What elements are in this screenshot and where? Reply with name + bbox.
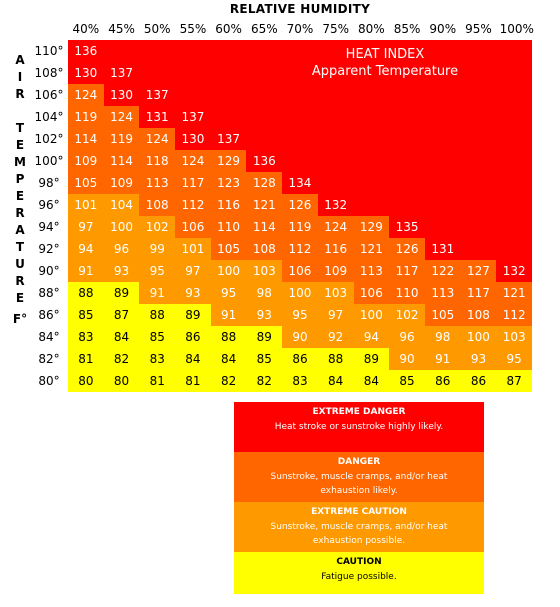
heat-index-cell: 93 [175,282,211,304]
heat-index-cell: 100 [354,304,390,326]
heat-index-cell: 97 [175,260,211,282]
heat-index-cell: 114 [68,128,104,150]
heat-index-cell: 88 [318,348,354,370]
column-header: 60% [215,22,242,36]
heat-index-cell: 109 [104,172,140,194]
heat-index-cell: 81 [68,348,104,370]
row-header: 84° [38,330,60,344]
heat-index-cell: 96 [389,326,425,348]
column-header: 80% [358,22,385,36]
heat-index-cell: 110 [211,216,247,238]
y-axis-title [8,52,32,307]
column-header: 65% [250,22,278,36]
heat-index-cell: 89 [354,348,390,370]
heat-index-cell: 91 [425,348,461,370]
row-header: 98° [38,176,60,190]
heat-index-cell: 129 [354,216,390,238]
y-axis-title-letter: T [15,121,25,135]
heat-index-cell: 118 [139,150,175,172]
heat-index-cell: 131 [139,106,175,128]
heat-index-cell: 106 [282,260,318,282]
x-axis-title: RELATIVE HUMIDITY [229,2,371,16]
row-header: 100° [34,154,64,168]
extreme-danger-zone [425,216,532,238]
heat-index-cell: 90 [282,326,318,348]
heat-index-cell: 93 [104,260,140,282]
heat-index-cell: 106 [175,216,211,238]
heat-index-cell: 103 [318,282,354,304]
heat-index-cell: 85 [246,348,282,370]
heat-index-cell: 84 [318,370,354,392]
heat-index-cell: 92 [318,326,354,348]
y-axis-title-letter: E [15,138,25,152]
row-header: 106° [34,88,64,102]
heat-index-cell: 101 [68,194,104,216]
y-axis-title-letter: M [14,155,26,169]
heat-index-cell: 114 [246,216,282,238]
y-axis-title-letter: A [15,53,25,67]
legend-title: CAUTION [336,557,382,567]
heat-index-cell: 112 [496,304,532,326]
column-header: 100% [499,22,534,36]
row-header: 86° [38,308,60,322]
heat-index-cell: 97 [68,216,104,238]
heat-index-cell: 137 [139,84,175,106]
heat-index-cell: 101 [175,238,211,260]
y-axis-title-letter: U [15,257,25,271]
heat-index-cell: 83 [68,326,104,348]
heat-index-cell: 87 [496,370,532,392]
row-header: 102° [34,132,64,146]
row-header: 110° [34,44,64,58]
heat-index-cell: 91 [211,304,247,326]
column-header: 55% [179,22,207,36]
heat-index-cell: 89 [104,282,140,304]
heat-index-cell: 86 [425,370,461,392]
y-axis-title-letter: A [15,223,25,237]
heat-index-cell: 121 [246,194,282,216]
column-header: 50% [143,22,171,36]
heat-index-cell: 124 [139,128,175,150]
heat-index-cell: 97 [318,304,354,326]
heat-index-cell: 130 [175,128,211,150]
heat-index-cell: 102 [389,304,425,326]
legend-description: Heat stroke or sunstroke highly likely. [274,422,444,432]
legend-description: Sunstroke, muscle cramps, and/or heat [270,522,448,532]
heat-index-cell: 121 [496,282,532,304]
heat-index-cell: 136 [246,150,282,172]
row-header: 96° [38,198,60,212]
heat-index-cell: 85 [68,304,104,326]
heat-index-cell: 109 [68,150,104,172]
heat-index-cell: 121 [354,238,390,260]
heat-index-cell: 85 [139,326,175,348]
heat-index-cell: 124 [175,150,211,172]
legend-title: EXTREME CAUTION [311,507,407,517]
legend-description: Fatigue possible. [321,572,397,582]
chart-subtitle: Apparent Temperature [311,64,459,79]
heat-index-cell: 102 [139,216,175,238]
column-header: 75% [322,22,350,36]
heat-index-cell: 98 [246,282,282,304]
heat-index-cell: 82 [246,370,282,392]
heat-index-cell: 84 [104,326,140,348]
heat-index-cell: 130 [104,84,140,106]
heat-index-cell: 109 [318,260,354,282]
heat-index-cell: 136 [68,40,104,62]
heat-index-cell: 94 [68,238,104,260]
row-header: 90° [38,264,60,278]
heat-index-cell: 116 [211,194,247,216]
column-header: 85% [393,22,421,36]
extreme-danger-zone [211,106,532,128]
heat-index-cell: 126 [282,194,318,216]
y-axis-title-gap [8,103,32,120]
heat-index-cell: 86 [461,370,497,392]
legend-description: Sunstroke, muscle cramps, and/or heat [270,472,448,482]
heat-index-cell: 132 [318,194,354,216]
heat-index-cell: 103 [496,326,532,348]
heat-index-cell: 124 [318,216,354,238]
y-axis-title-letter: P [15,172,25,186]
column-header: 70% [286,22,314,36]
row-header: 108° [34,66,64,80]
heat-index-cell: 128 [246,172,282,194]
heat-index-cell: 85 [389,370,425,392]
heat-index-cell: 113 [139,172,175,194]
heat-index-cell: 108 [246,238,282,260]
heat-index-cell: 116 [318,238,354,260]
row-header: 92° [38,242,60,256]
heat-index-cell: 105 [68,172,104,194]
heat-index-cell: 117 [175,172,211,194]
row-header: 80° [38,374,60,388]
heat-index-cell: 80 [104,370,140,392]
heat-index-cell: 124 [68,84,104,106]
heat-index-cell: 108 [139,194,175,216]
heat-index-cell: 100 [282,282,318,304]
column-header: 45% [108,22,135,36]
legend-title: EXTREME DANGER [312,407,406,417]
heat-index-cell: 105 [425,304,461,326]
heat-index-cell: 100 [461,326,497,348]
heat-index-cell: 119 [68,106,104,128]
heat-index-cell: 126 [389,238,425,260]
row-header: 82° [38,352,60,366]
heat-index-cell: 82 [211,370,247,392]
heat-index-cell: 105 [211,238,247,260]
heat-index-cell: 95 [496,348,532,370]
chart-title-block [300,46,470,80]
legend-item [234,502,484,552]
heat-index-cell: 86 [175,326,211,348]
heat-index-cell: 89 [246,326,282,348]
row-header: 88° [38,286,60,300]
extreme-danger-zone [318,172,532,194]
heat-index-cell: 89 [175,304,211,326]
legend-title: DANGER [337,457,381,467]
heat-index-cell: 117 [461,282,497,304]
heat-index-cell: 94 [354,326,390,348]
heat-index-cell: 127 [461,260,497,282]
heat-index-cell: 114 [104,150,140,172]
y-axis-title-letter: E [15,189,25,203]
heat-index-cell: 95 [282,304,318,326]
heat-index-cell: 83 [139,348,175,370]
y-axis-title-letter: R [15,87,25,101]
row-header: 94° [38,220,60,234]
heat-index-cell: 96 [104,238,140,260]
y-axis-title-letter: R [15,274,25,288]
heat-index-cell: 80 [68,370,104,392]
legend-item [234,552,484,594]
heat-index-cell: 108 [461,304,497,326]
heat-index-cell: 119 [282,216,318,238]
heat-index-cell: 106 [354,282,390,304]
heat-index-cell: 84 [354,370,390,392]
y-axis-title-letter: E [15,291,25,305]
heat-index-cell: 124 [104,106,140,128]
heat-index-cell: 137 [175,106,211,128]
y-axis-title-letter: T [15,240,25,254]
heat-index-cell: 131 [425,238,461,260]
heat-index-cell: 91 [68,260,104,282]
heat-index-cell: 93 [461,348,497,370]
heat-index-cell: 117 [389,260,425,282]
heat-index-cell: 112 [175,194,211,216]
legend-item [234,452,484,502]
heat-index-cell: 119 [104,128,140,150]
heat-index-cell: 112 [282,238,318,260]
risk-legend [234,402,484,594]
heat-index-cell: 98 [425,326,461,348]
heat-index-cell: 100 [104,216,140,238]
heat-index-cell: 88 [211,326,247,348]
extreme-danger-zone [175,84,532,106]
heat-index-table [68,40,532,392]
heat-index-cell: 132 [496,260,532,282]
heat-index-cell: 95 [211,282,247,304]
heat-index-cell: 82 [104,348,140,370]
heat-index-cell: 100 [211,260,247,282]
heat-index-cell: 99 [139,238,175,260]
heat-index-cell: 129 [211,150,247,172]
column-header: 95% [465,22,492,36]
extreme-danger-zone [461,238,532,260]
heat-index-cell: 81 [139,370,175,392]
legend-description: exhaustion possible. [312,536,406,546]
y-axis-title-letter: I [17,70,23,84]
heat-index-cell: 134 [282,172,318,194]
heat-index-cell: 87 [104,304,140,326]
heat-index-cell: 91 [139,282,175,304]
heat-index-cell: 88 [68,282,104,304]
heat-index-cell: 90 [389,348,425,370]
heat-index-cell: 86 [282,348,318,370]
heat-index-cell: 88 [139,304,175,326]
y-axis-title-letter: R [15,206,25,220]
y-axis-unit: F° [12,312,28,326]
heat-index-cell: 110 [389,282,425,304]
heat-index-cell: 123 [211,172,247,194]
legend-item [234,402,484,452]
extreme-danger-zone [354,194,532,216]
extreme-danger-zone [246,128,532,150]
heat-index-cell: 104 [104,194,140,216]
column-header: 90% [429,22,457,36]
heat-index-cell: 84 [211,348,247,370]
heat-index-cell: 84 [175,348,211,370]
heat-index-cell: 137 [211,128,247,150]
heat-index-cell: 81 [175,370,211,392]
heat-index-cell: 103 [246,260,282,282]
heat-index-cell: 137 [104,62,140,84]
heat-index-cell: 122 [425,260,461,282]
heat-index-cell: 113 [354,260,390,282]
heat-index-cell: 135 [389,216,425,238]
heat-index-cell: 95 [139,260,175,282]
chart-title: HEAT INDEX [345,47,425,62]
heat-index-cell: 113 [425,282,461,304]
column-headers [68,18,532,40]
extreme-danger-zone [282,150,532,172]
column-header: 40% [72,22,100,36]
heat-index-cell: 83 [282,370,318,392]
heat-index-cell: 130 [68,62,104,84]
legend-description: exhaustion likely. [320,486,398,496]
heat-index-cell: 93 [246,304,282,326]
row-header: 104° [34,110,64,124]
